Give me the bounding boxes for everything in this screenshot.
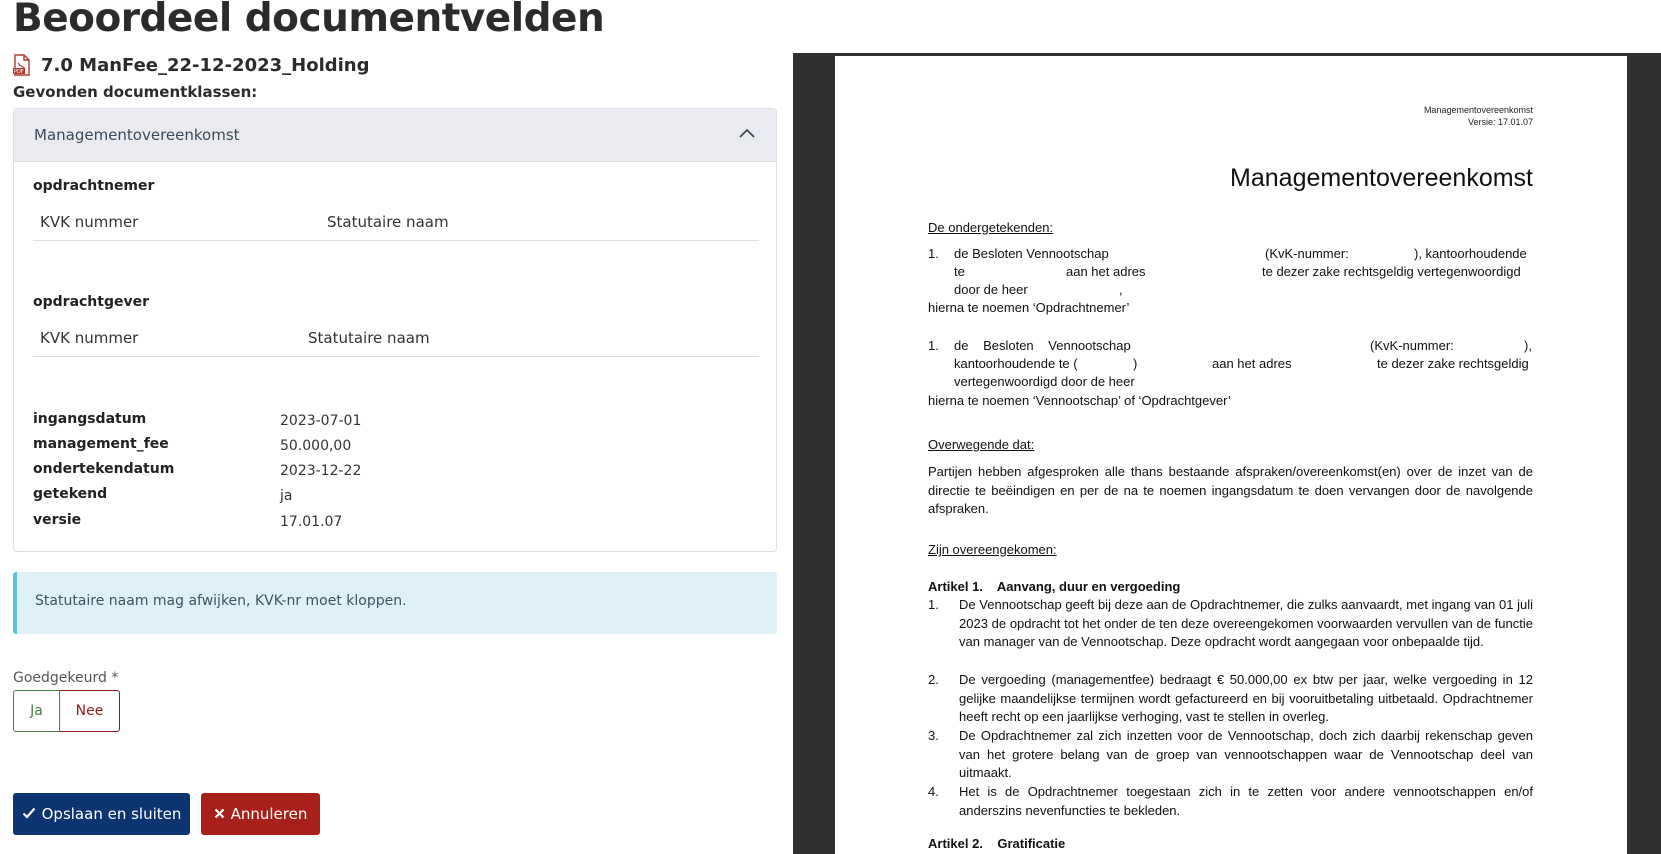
approved-label: Goedgekeurd * [13, 670, 119, 686]
doc-article1-title: Artikel 1. Aanvang, duur en vergoeding [928, 579, 1181, 594]
save-button-label: Opslaan en sluiten [41, 805, 182, 823]
pdf-viewer[interactable] [793, 53, 1661, 854]
field-label-ingangsdatum: ingangsdatum [33, 411, 147, 427]
doc-article1-item: De vergoeding (managementfee) bedraagt € 50.000,00 ex btw per jaar, welke vergoeding in 12 gelijke maandelijkse termijnen wordt gefactureerd en bij vooruitbetaling uitbetaald. Opdrachtnemer heeft recht op een jaarlijkse verhoging, vast te stellen in overleg. [959, 672, 1533, 724]
statutaire-naam-label: Statutaire naam [308, 329, 430, 347]
doc-p2-line: ) [1133, 356, 1138, 371]
group-title-opdrachtgever: opdrachtgever [33, 294, 150, 310]
field-label-versie: versie [33, 512, 82, 528]
opdrachtnemer-row [33, 204, 759, 241]
kvk-label: KVK nummer [40, 329, 139, 347]
doc-p2-line: aan het adres [1212, 356, 1292, 371]
check-icon [22, 805, 36, 823]
doc-p1-line: te dezer zake rechtsgeldig vertegenwoordigd [1262, 264, 1521, 279]
doc-article1-item: Het is de Opdrachtnemer toegestaan zich in te zetten voor andere vennootschappen en/of anderszins nevenfuncties te bekleden. [959, 784, 1533, 818]
doc-undersigned-heading: De ondergetekenden: [928, 220, 1054, 235]
doc-p2-line: kantoorhoudende te ( [954, 356, 1078, 371]
cancel-button[interactable] [201, 793, 320, 835]
file-name: 7.0 ManFee_22-12-2023_Holding [41, 54, 370, 76]
times-icon [214, 805, 225, 823]
field-value-ingangsdatum: 2023-07-01 [280, 413, 362, 429]
doc-p2-num: 1. [928, 338, 939, 353]
field-label-ondertekendatum: ondertekendatum [33, 461, 175, 477]
accordion-header[interactable] [14, 109, 776, 162]
doc-article1-num: 4. [928, 784, 939, 799]
doc-p2-line: de Besloten Vennootschap [954, 338, 1131, 353]
pdf-page [835, 56, 1627, 854]
doc-p1-line: ), kantoorhoudende [1414, 246, 1527, 261]
cancel-button-label: Annuleren [230, 805, 308, 823]
field-value-ondertekendatum: 2023-12-22 [280, 463, 362, 479]
doc-p2-line: vertegenwoordigd door de heer [954, 374, 1135, 389]
doc-article1-num: 3. [928, 728, 939, 743]
group-title-opdrachtnemer: opdrachtnemer [33, 178, 155, 194]
field-value-management-fee: 50.000,00 [280, 438, 352, 454]
doc-considering-heading: Overwegende dat: [928, 437, 1035, 452]
doc-p2-line: (KvK-nummer: [1370, 338, 1454, 353]
field-label-getekend: getekend [33, 486, 108, 502]
field-label-management-fee: management_fee [33, 436, 169, 452]
doc-p1-line: (KvK-nummer: [1265, 246, 1349, 261]
doc-article1-item: De Opdrachtnemer zal zich inzetten voor de Vennootschap, doch zich daarbij rekenschap geven van het grotere belang van de groep van vennootschappen waar de Vennootschap deel van uitmaakt. [959, 728, 1533, 780]
kvk-label: KVK nummer [40, 213, 139, 231]
chevron-up-icon [738, 126, 756, 144]
doc-p2-line: te dezer zake rechtsgeldig [1377, 356, 1529, 371]
field-value-versie: 17.01.07 [280, 514, 343, 530]
doc-p1-line: aan het adres [1066, 264, 1146, 279]
document-classes-label: Gevonden documentklassen: [13, 83, 258, 101]
doc-considering-text: Partijen hebben afgesproken alle thans bestaande afspraken/overeenkomst(en) over de inzet van de directie te beëindigen en per de na te noemen ingangsdatum te doen vervangen door de navolgende afspraken. [928, 464, 1533, 516]
statutaire-naam-label: Statutaire naam [327, 213, 449, 231]
file-row [13, 54, 370, 76]
field-value-getekend: ja [280, 488, 293, 504]
doc-p2-line: ), [1524, 338, 1532, 353]
doc-title: Managementovereenkomst [1230, 164, 1533, 192]
doc-article1-item: De Vennootschap geeft bij deze aan de Opdrachtnemer, die zulks aanvaardt, met ingang van 01 juli 2023 de opdracht tot het onder de ten deze overeengekomen voorwaarden vervullen van de functie van manager van de Vennootschap. Deze opdracht wordt aangegaan voor onbepaalde tijd. [959, 597, 1533, 649]
doc-p1-line: door de heer [954, 282, 1028, 297]
doc-p1-line: de Besloten Vennootschap [954, 246, 1109, 261]
doc-p2-after: hierna te noemen ‘Vennootschap’ of ‘Opdrachtgever’ [928, 393, 1231, 408]
doc-p1-line: te [954, 264, 965, 279]
accordion-title: Managementovereenkomst [34, 126, 240, 144]
doc-p1-line: , [1119, 282, 1123, 297]
approve-yes-button[interactable]: Ja [13, 690, 60, 732]
doc-header-title: Managementovereenkomst [1423, 105, 1533, 115]
approve-no-button[interactable]: Nee [60, 690, 120, 732]
doc-article1-num: 1. [928, 597, 939, 612]
doc-article2-title: Artikel 2. Gratificatie [928, 836, 1066, 851]
doc-agreed-heading: Zijn overeengekomen: [928, 542, 1057, 557]
page-title: Beoordeel documentvelden [13, 0, 605, 41]
doc-header-version: Versie: 17.01.07 [1467, 117, 1533, 127]
doc-p1-num: 1. [928, 246, 939, 261]
document-class-accordion [13, 108, 777, 552]
info-alert: Statutaire naam mag afwijken, KVK-nr moet kloppen. [13, 572, 777, 634]
pdf-file-icon [13, 54, 31, 76]
opdrachtgever-row [33, 320, 759, 357]
save-and-close-button[interactable] [13, 793, 190, 835]
doc-p1-after: hierna te noemen ‘Opdrachtnemer’ [928, 300, 1130, 315]
svg-text:PDF: PDF [14, 69, 24, 75]
doc-article1-num: 2. [928, 672, 939, 687]
approval-toggle [13, 690, 120, 732]
